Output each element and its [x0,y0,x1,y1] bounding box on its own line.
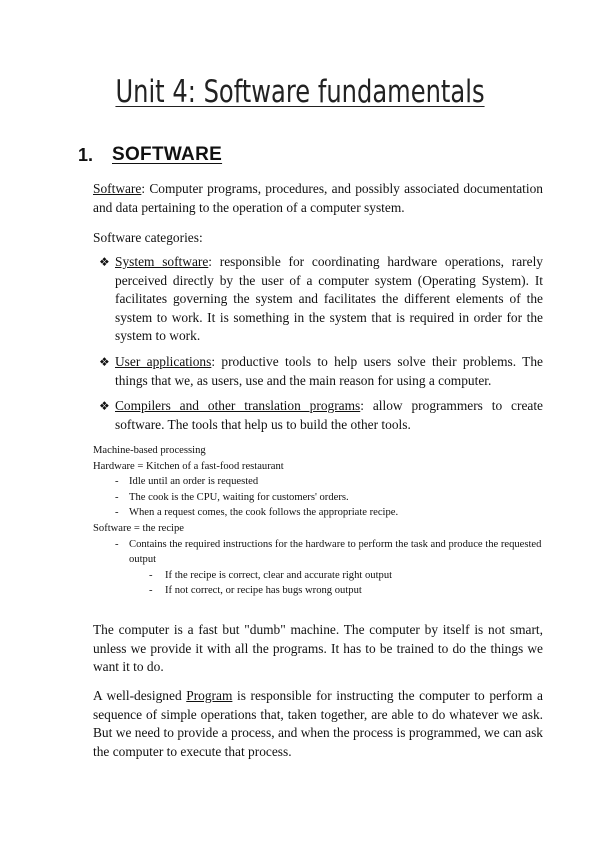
hardware-line: Hardware = Kitchen of a fast-food restaurant [93,460,284,472]
software-line: Software = the recipe [93,522,184,534]
category-term: Compilers and other translation programs [115,398,361,414]
category-text: : responsible for coordinating hardware operations, rarely perceived directly by the user of a computer system (Operating System). It facilitates governing the system and facilitates the different elements of the system to work. It is something in the system that is required in order for the system to work. [115,254,543,344]
definition-term: Software [93,181,142,196]
diamond-bullet-icon: ❖ [99,354,110,369]
list-item: - The cook is the CPU, waiting for customers' orders. [115,491,349,503]
list-item [93,253,543,346]
category-term: User applications [115,353,212,369]
definition-text: : Computer programs, procedures, and possibly associated documentation and data pertaining to the operation of a computer system. [93,181,543,215]
category-text: : productive tools to help users solve their problems. The things that we, as users, use and the main reason for using a computer. [115,353,543,388]
analogy-block [93,443,553,599]
analogy-heading: Machine-based processing [93,445,206,456]
paragraph-computer: The computer is a fast but "dumb" machine. The computer by itself is not smart, unless we provide it with all the programs. It has to be trained to do the things we want it to do. [93,622,543,675]
paragraph-program: A well-designed Program is responsible for instructing the computer to perform a sequence of simple operations that, taken together, are able to do whatever we ask. But we need to provide a process, and when the process is programmed, we can ask the computer to execute that process. [93,688,543,759]
program-term: Program [186,688,233,703]
diamond-bullet-icon: ❖ [99,255,110,269]
category-text: : allow programmers to create software. The tools that help us to build the other tools. [115,398,543,432]
list-item: - Contains the required instructions for the hardware to perform the task and produce the requested output [115,538,542,566]
diamond-bullet-icon: ❖ [99,399,110,414]
list-item [93,353,543,390]
list-item: - If the recipe is correct, clear and accurate right output [149,569,393,581]
list-item: - When a request comes, the cook follows the appropriate recipe. [115,507,399,519]
category-term: System software [115,254,209,269]
section-number: 1. [78,145,94,165]
categories-label: Software categories: [93,230,203,245]
list-item: - If not correct, or recipe has bugs wrong output [149,585,362,597]
list-item [93,397,543,434]
list-item: - Idle until an order is requested [115,476,259,488]
page-title: Unit 4: Software fundamentals [115,74,485,110]
categories-list [93,253,543,441]
software-definition [93,180,543,217]
section-heading: SOFTWARE [112,144,223,165]
